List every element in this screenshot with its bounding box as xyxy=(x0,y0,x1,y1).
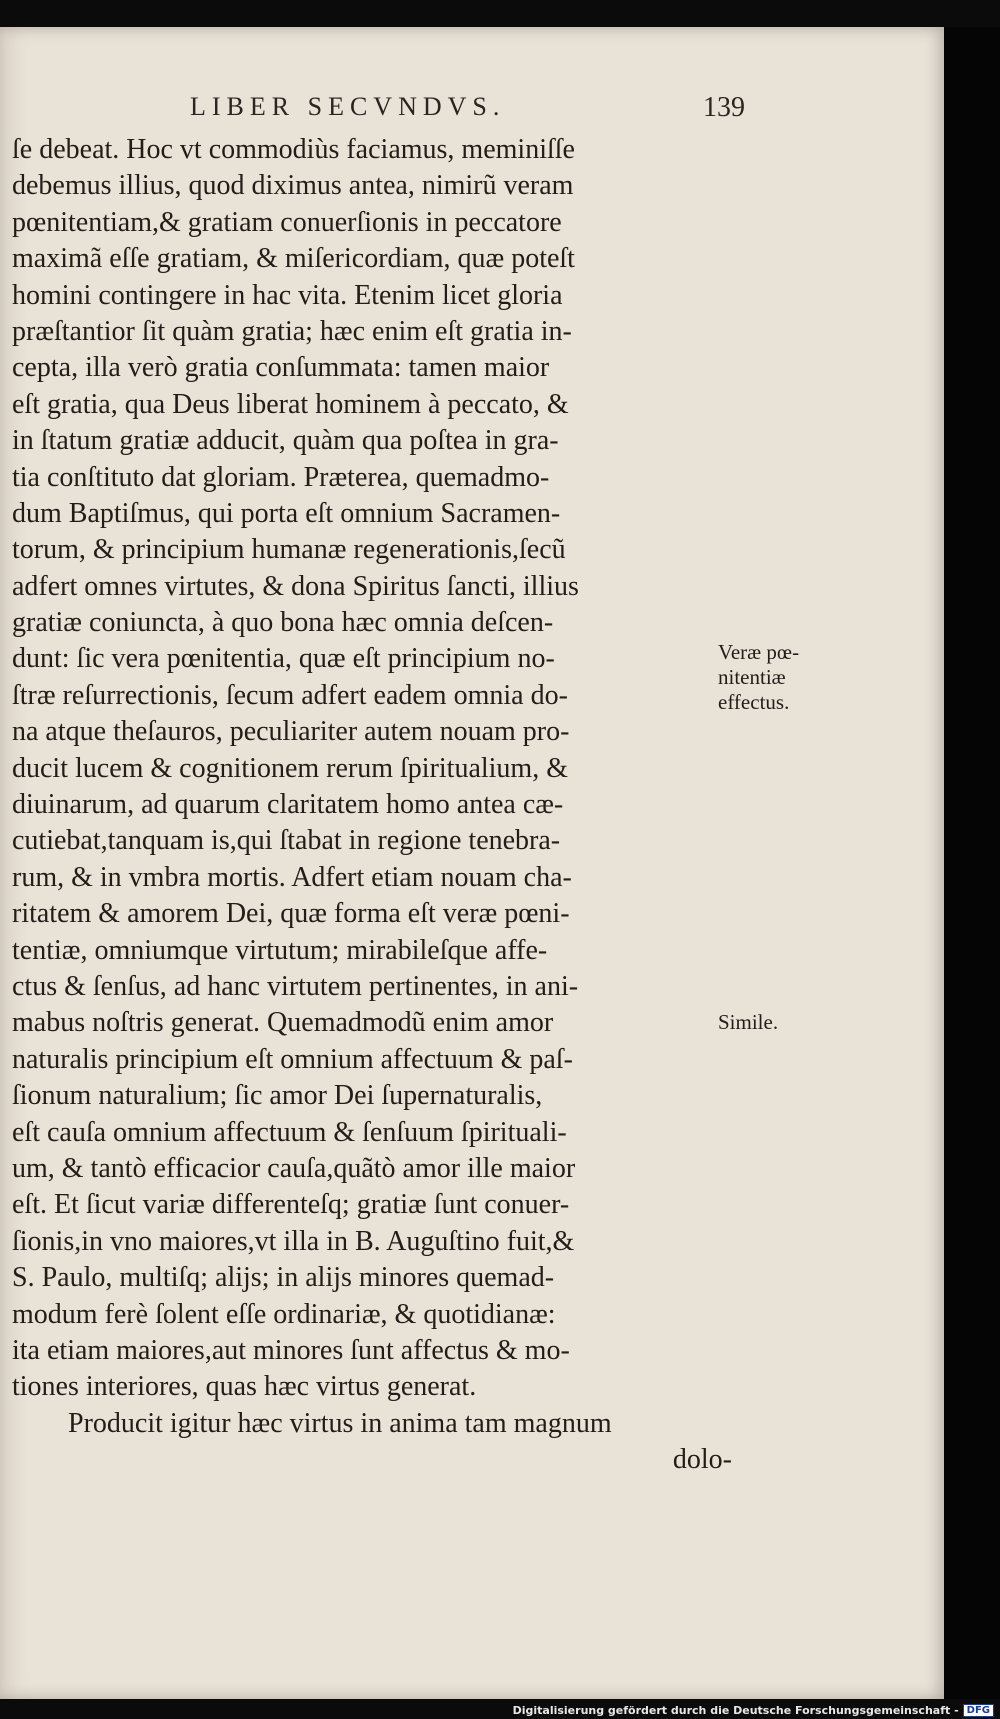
text-line: S. Paulo, multiſq; alijs; in alijs minores quemad- xyxy=(12,1262,555,1294)
text-line: cepta, illa verò gratia conſummata: tamen maior xyxy=(12,352,550,384)
text-line: um, & tantò efficacior cauſa,quãtò amor ille maior xyxy=(12,1152,576,1184)
text-line: ctus & ſenſus, ad hanc virtutem pertinentes, in ani- xyxy=(12,970,579,1002)
catchword: dolo- xyxy=(672,1444,732,1476)
margin-note-line: effectus. xyxy=(718,690,790,714)
text-line: eſt gratia, qua Deus liberat hominem à peccato, & xyxy=(12,388,569,420)
main-text-block xyxy=(12,132,732,1478)
text-line: tia conſtituto dat gloriam. Præterea, quemadmo- xyxy=(12,461,550,493)
text-line: ritatem & amorem Dei, quæ forma eſt veræ pœni- xyxy=(12,898,570,930)
text-line: modum ferè ſolent eſſe ordinariæ, & quotidianæ: xyxy=(12,1298,556,1330)
text-line: rum, & in vmbra mortis. Adfert etiam nouam cha- xyxy=(12,861,572,893)
text-line: ſionum naturalium; ſic amor Dei ſupernaturalis, xyxy=(12,1080,543,1112)
margin-note-simile: Simile. xyxy=(718,1010,779,1034)
margin-note-line: nitentiæ xyxy=(718,665,786,689)
text-line: dum Baptiſmus, qui porta eſt omnium Sacramen- xyxy=(12,497,561,529)
text-line: homini contingere in hac vita. Etenim licet gloria xyxy=(12,279,563,311)
dfg-logo-icon: DFG xyxy=(963,1704,994,1717)
text-line: ita etiam maiores,aut minores ſunt affectus & mo- xyxy=(12,1334,570,1366)
running-head: LIBER SECVNDVS. xyxy=(190,92,506,121)
text-line: debemus illius, quod diximus antea, nimirũ veram xyxy=(12,170,574,202)
text-line: gratiæ coniuncta, à quo bona hæc omnia deſcen- xyxy=(12,607,554,639)
text-line: tentiæ, omniumque virtutum; mirabileſque affe- xyxy=(12,934,548,966)
page-number: 139 xyxy=(703,92,745,123)
text-line: na atque theſauros, peculiariter autem nouam pro- xyxy=(12,716,570,748)
text-line: mabus noſtris generat. Quemadmodũ enim amor xyxy=(12,1007,554,1039)
text-line: diuinarum, ad quarum claritatem homo antea cæ- xyxy=(12,789,564,821)
text-line: ducit lucem & cognitionem rerum ſpiritualium, & xyxy=(12,752,568,784)
text-line: ſe debeat. Hoc vt commodiùs faciamus, meminiſſe xyxy=(12,134,575,165)
margin-note-line: Veræ pœ- xyxy=(718,640,800,664)
text-line: eſt. Et ſicut variæ differenteſq; gratiæ ſunt conuer- xyxy=(12,1189,570,1221)
paragraph-start-line: Producit igitur hæc virtus in anima tam magnum xyxy=(68,1407,612,1439)
text-line: pœnitentiam,& gratiam conuerſionis in peccatore xyxy=(12,206,562,238)
text-line: dunt: ſic vera pœnitentia, quæ eſt principium no- xyxy=(12,643,555,675)
text-line: maximã eſſe gratiam, & miſericordiam, quæ poteſt xyxy=(12,243,575,275)
text-line: in ſtatum gratiæ adducit, quàm qua poſtea in gra- xyxy=(12,425,559,457)
text-line: cutiebat,tanquam is,qui ſtabat in regione tenebra- xyxy=(12,825,561,857)
footer-credit: Digitalisierung gefördert durch die Deutsche Forschungsgemeinschaft - xyxy=(512,1704,959,1717)
digitization-footer xyxy=(513,1704,994,1717)
scan-background-strip xyxy=(944,27,1000,1699)
text-line: adfert omnes virtutes, & dona Spiritus ſancti, illius xyxy=(12,570,579,602)
text-line: ſtræ reſurrectionis, ſecum adfert eadem omnia do- xyxy=(12,679,568,711)
text-line: præſtantior ſit quàm gratia; hæc enim eſt gratia in- xyxy=(12,315,572,347)
margin-note-effects xyxy=(718,640,799,715)
text-line: torum, & principium humanæ regenerationis,ſecũ xyxy=(12,534,566,566)
text-line: naturalis principium eſt omnium affectuum & paſ- xyxy=(12,1043,573,1075)
text-line: eſt cauſa omnium affectuum & ſenſuum ſpirituali- xyxy=(12,1116,567,1148)
text-line: tiones interiores, quas hæc virtus generat. xyxy=(12,1371,477,1403)
text-line: ſionis,in vno maiores,vt illa in B. Auguſtino fuit,& xyxy=(12,1225,575,1257)
